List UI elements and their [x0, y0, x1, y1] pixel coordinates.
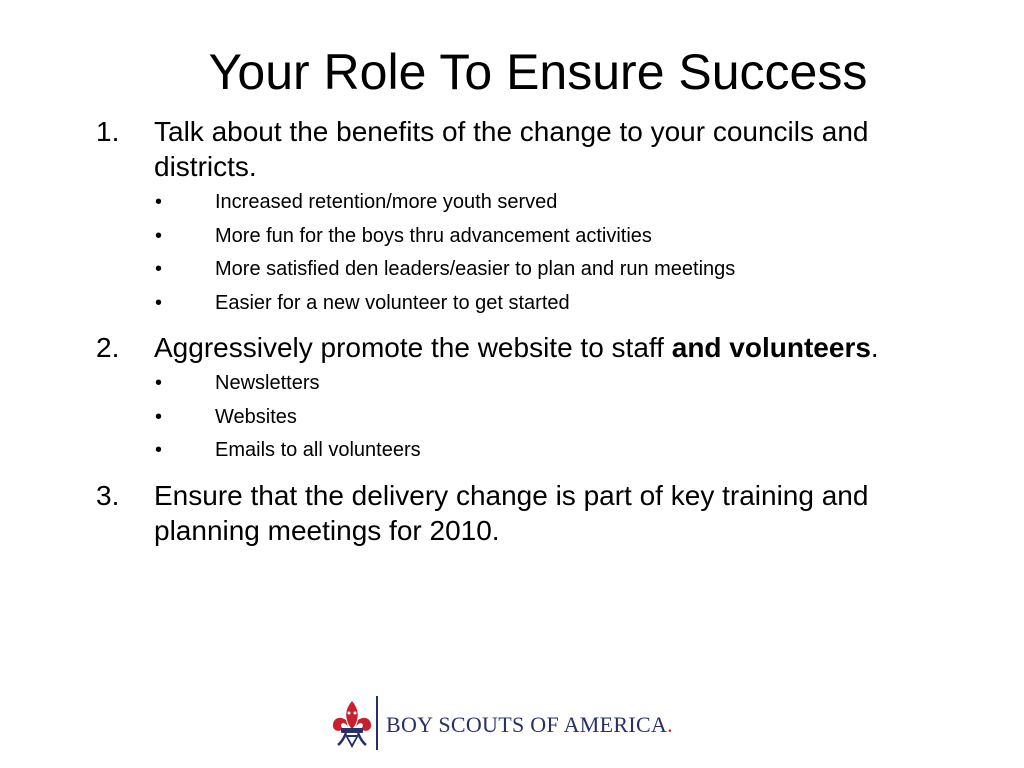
item-number: 2.: [96, 332, 120, 363]
footer-logo: [330, 694, 673, 754]
sub-bullet-text: Websites: [215, 405, 297, 428]
item-number: 1.: [96, 116, 120, 147]
sub-bullet-text: More satisfied den leaders/easier to plan and run meetings: [215, 258, 736, 280]
sub-bullet: [154, 253, 896, 287]
organization-name: [386, 712, 673, 738]
sub-bullet: [154, 186, 896, 220]
bullet-icon: •: [155, 405, 163, 428]
bullet-icon: •: [155, 439, 163, 461]
bullet-icon: •: [155, 291, 163, 314]
sub-bullet: [154, 220, 896, 254]
sub-bullet-list: [154, 186, 896, 320]
numbered-item-1: [96, 114, 896, 320]
bullet-icon: •: [155, 224, 163, 247]
sub-bullet: [154, 401, 896, 435]
item-text: Ensure that the delivery change is part of key training and planning meetings for 2010.: [154, 479, 869, 546]
bullet-icon: •: [155, 191, 163, 213]
item-number: 3.: [96, 479, 120, 511]
org-name-text: BOY SCOUTS OF AMERICA: [386, 712, 668, 737]
item-text: [154, 330, 896, 365]
bullet-icon: •: [155, 372, 163, 394]
sub-bullet: [154, 434, 896, 468]
sub-bullet: [154, 367, 896, 401]
numbered-item-2: [96, 330, 896, 468]
sub-bullet-list: [154, 367, 896, 468]
sub-bullet-text: Newsletters: [215, 372, 320, 394]
sub-bullet-text: Easier for a new volunteer to get started: [215, 291, 570, 314]
slide-title: Your Role To Ensure Success: [208, 44, 868, 100]
sub-bullet: [154, 287, 896, 321]
sub-bullet-text: Emails to all volunteers: [215, 439, 421, 461]
fleur-de-lis-icon: [330, 698, 374, 750]
item-text-end: .: [870, 332, 879, 363]
item-text-bold: and volunteers: [671, 332, 871, 363]
logo-divider: [376, 696, 378, 750]
numbered-item-3: [96, 478, 896, 548]
sub-bullet-text: Increased retention/more youth served: [215, 191, 558, 213]
sub-bullet-text: More fun for the boys thru advancement activities: [215, 224, 652, 247]
org-name-dot: .: [667, 712, 673, 737]
item-text-plain: Aggressively promote the website to staff: [154, 332, 672, 363]
slide-content: [96, 114, 896, 548]
bullet-icon: •: [155, 258, 163, 280]
item-text: Talk about the benefits of the change to your councils and districts.: [154, 116, 869, 182]
